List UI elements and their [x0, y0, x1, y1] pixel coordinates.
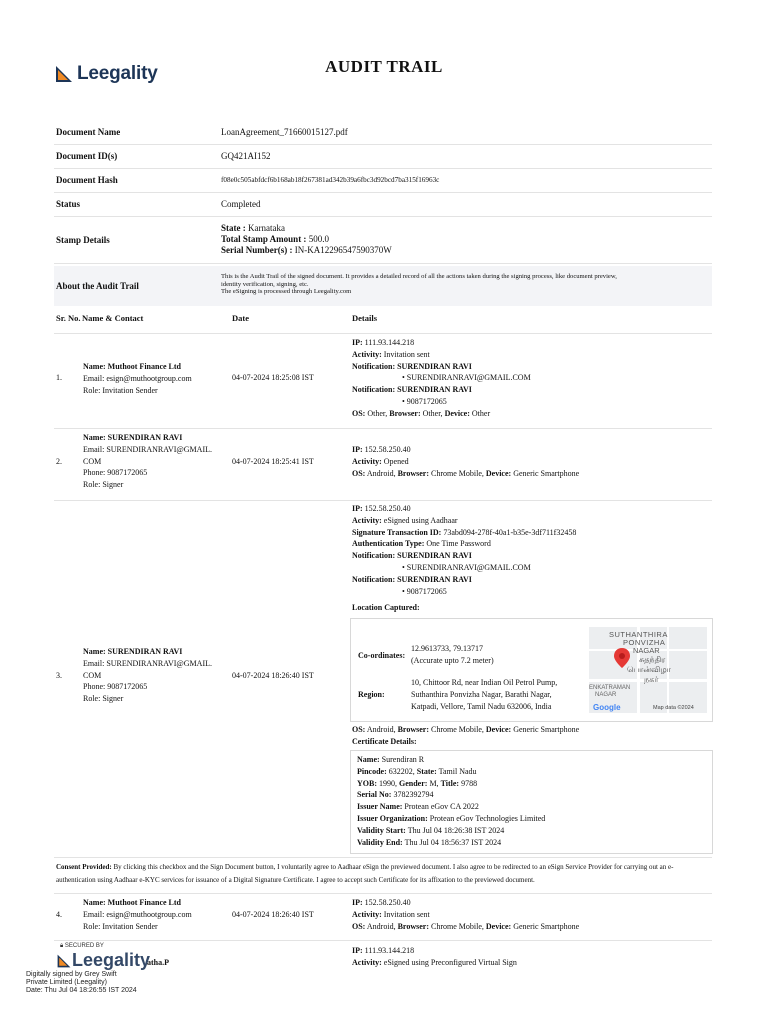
leegality-logo-icon: [56, 953, 72, 969]
meta-row-stamp: Stamp Details State : Karnataka Total Stamp Amount : 500.0 Serial Number(s) : IN-KA12296547590370W: [54, 217, 712, 264]
page-title: AUDIT TRAIL: [325, 57, 443, 76]
row5-name-partial: atha.P: [147, 958, 169, 967]
consent-text: Consent Provided: By clicking this checkbox and the Sign Document button, I voluntarily agree to Aadhaar eSign the previewed document. I also agree to be redirected to an eSign Service Provider for carrying out an e-authentication using Aadhaar e-KYC services for issuance of a Digital Signature Certificate. I agree to accept such Certificate for its affixation to the previewed document.: [56, 863, 674, 884]
region-value: 10, Chittoor Rd, near Indian Oil Petrol Pump, Suthanthira Ponvizha Nagar, Barathi Nagar, Katpadi, Vellore, Tamil Nadu 632006, India: [411, 678, 558, 711]
row3-details: IP: 152.58.250.40 Activity: eSigned using Aadhaar Signature Transaction ID: 73abd094-278f-40a1-b35e-3df711f32458 Authentication Type: One Time Password Notification: SURENDIRAN RAVI • SURENDIRANRAVI@GMAIL.COM Notification: SURENDIRAN RAVI • 9087172065 Location Captured:: [352, 504, 577, 613]
map-pin-icon: [613, 647, 631, 669]
row4-contact: Name: Muthoot Finance Ltd Email: esign@muthootgroup.com Role: Invitation Sender: [83, 898, 192, 931]
row1-date: 04-07-2024 18:25:08 IST: [232, 373, 314, 382]
meta-row-document-name: Document Name LoanAgreement_71660015127.pdf: [54, 121, 712, 145]
row1-contact: Name: Muthoot Finance Ltd Email: esign@muthootgroup.com Role: Invitation Sender: [83, 362, 192, 395]
row4-details: IP: 152.58.250.40 Activity: Invitation sent OS: Android, Browser: Chrome Mobile, Device: Generic Smartphone: [352, 898, 580, 931]
row3-date: 04-07-2024 18:26:40 IST: [232, 671, 314, 680]
row3-contact: Name: SURENDIRAN RAVI Email: SURENDIRANRAVI@GMAIL. COM Phone: 9087172065 Role: Signer: [83, 647, 212, 704]
row2-contact: Name: SURENDIRAN RAVI Email: SURENDIRANRAVI@GMAIL. COM Phone: 9087172065 Role: Signer: [83, 433, 212, 490]
meta-row-document-id: Document ID(s) GQ421AI152: [54, 145, 712, 169]
row1-details: IP: 111.93.144.218 Activity: Invitation sent Notification: SURENDIRAN RAVI • SURENDIRANRAVI@GMAIL.COM Notification: SURENDIRAN RAVI • 9087172065 OS: Other, Browser: Other, Device: Other: [352, 338, 531, 418]
row5-details: IP: 111.93.144.218 Activity: eSigned using Preconfigured Virtual Sign: [352, 946, 517, 967]
document-name: LoanAgreement_71660015127.pdf: [221, 127, 348, 137]
meta-row-document-hash: Document Hash f08e0c505abfdcf6b168ab18f267381ad342b39a6fbc3d92bcd7ba315f16963c: [54, 169, 712, 193]
row4-date: 04-07-2024 18:26:40 IST: [232, 910, 314, 919]
meta-row-status: Status Completed: [54, 193, 712, 217]
document-id: GQ421AI152: [221, 151, 271, 161]
row2-date: 04-07-2024 18:25:41 IST: [232, 457, 314, 466]
certificate-box: Name: Surendiran R Pincode: 632202, State: Tamil Nadu YOB: 1990, Gender: M, Title: 9788 Serial No: 3782392794 Issuer Name: Protean eGov CA 2022 Issuer Organization: Protean eGov Technologies Limited Validity Start: Thu Jul 04 18:26:38 IST 2024 Validity End: Thu Jul 04 18:56:37 IST 2024: [350, 750, 713, 854]
lock-icon: 🔒︎: [60, 943, 64, 949]
status-value: Completed: [221, 199, 261, 209]
brand-name: Leegality: [77, 63, 158, 84]
row2-details: IP: 152.58.250.40 Activity: Opened OS: Android, Browser: Chrome Mobile, Device: Generic Smartphone: [352, 445, 580, 478]
document-meta-table: [54, 121, 712, 306]
meta-row-about: About the Audit Trail This is the Audit Trail of the signed document. It provides a detailed record of all the actions taken during the signing process, like document preview, identity verification, signing, etc. The eSigning is processed through Leegality.com: [54, 266, 712, 306]
location-box: Co-ordinates: 12.9613733, 79.13717 (Accurate upto 7.2 meter) Region: 10, Chittoor Rd, near Indian Oil Petrol Pump, Suthanthira Ponvizha Nagar, Barathi Nagar, Katpadi, Vellore, Tamil Nadu 632006, India SUTHANTHIRA PONVIZHA NAGAR சுதந்திர பொன்விழா நகர் ENKATRAMAN NAGAR Google Map data ©2024: [350, 618, 713, 722]
location-map: SUTHANTHIRA PONVIZHA NAGAR சுதந்திர பொன்விழா நகர் ENKATRAMAN NAGAR Google Map data ©2024: [589, 627, 707, 713]
coordinates-value: 12.9613733, 79.13717 (Accurate upto 7.2 meter): [411, 644, 494, 665]
row3-device: OS: Android, Browser: Chrome Mobile, Device: Generic Smartphone Certificate Details:: [352, 725, 580, 746]
document-hash: f08e0c505abfdcf6b168ab18f267381ad342b39a6fbc3d92bcd7ba315f16963c: [221, 176, 440, 184]
